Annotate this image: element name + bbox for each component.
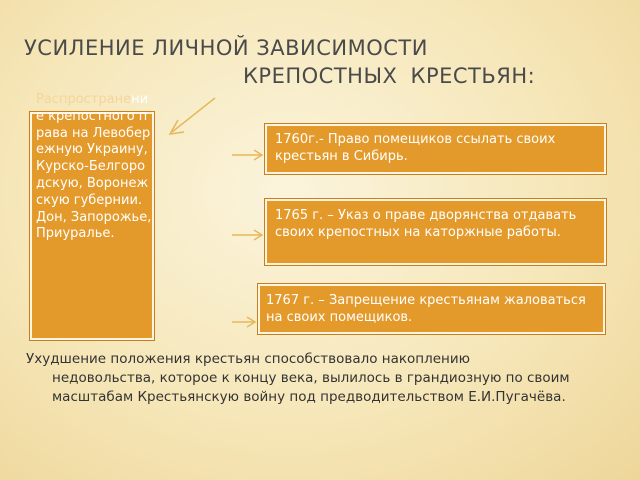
event-box-1767	[258, 284, 605, 334]
event-box-1760	[265, 124, 606, 174]
left-box-text	[36, 92, 154, 243]
arrow-to-left-box	[172, 98, 215, 132]
event-1765-text: 1765 г. – Указ о праве дворянства отдавать своих крепостных на каторжные работы.	[275, 208, 577, 240]
left-box-first-line: Распростране	[36, 92, 132, 107]
event-box-1765	[265, 199, 606, 265]
left-box-rest: ние крепостного права на Левобережную Украину, Курско-Белгородскую, Воронежскую губернии. Дон, Запорожье, Приуралье.	[36, 92, 152, 242]
conclusion-paragraph	[26, 350, 616, 407]
event-1760-text: 1760г.- Право помещиков ссылать своих крестьян в Сибирь.	[275, 132, 556, 164]
left-territory-box	[30, 92, 154, 340]
slide-title-line1: УСИЛЕНИЕ ЛИЧНОЙ ЗАВИСИМОСТИ	[24, 36, 428, 60]
event-1767-text: 1767 г. – Запрещение крестьянам жаловаться на своих помещиков.	[266, 293, 586, 325]
slide-title-line2: КРЕПОСТНЫХ КРЕСТЬЯН:	[243, 64, 536, 88]
conclusion-first-line: Ухудшение положения крестьян способствовало накоплению	[26, 351, 471, 367]
conclusion-rest: недовольства, которое к концу века, вылилось в грандиозную по своим масштабам Крестьянскую войну под предводительством Е.И.Пугачёва.	[52, 370, 570, 405]
